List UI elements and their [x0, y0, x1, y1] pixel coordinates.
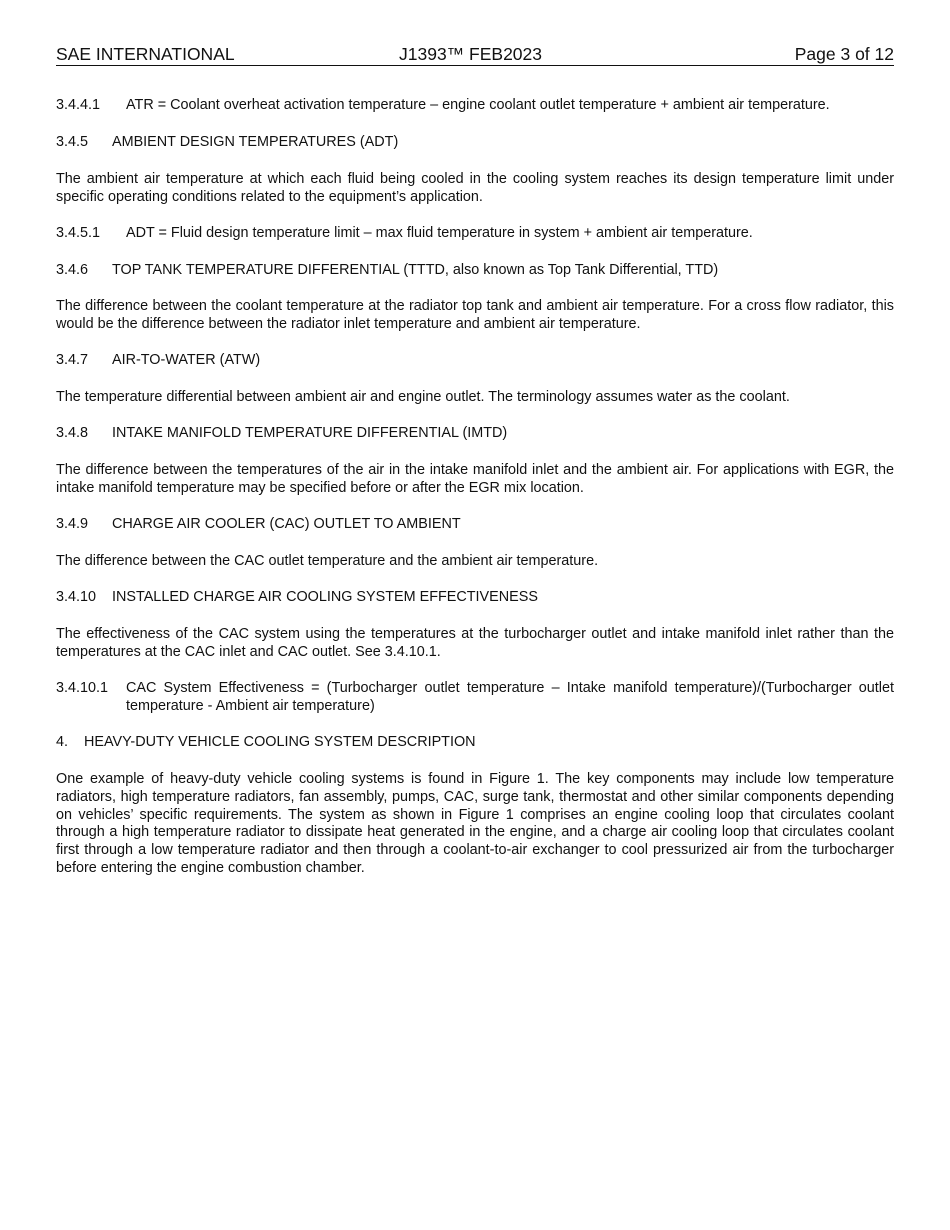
- section-number: 3.4.10: [56, 589, 97, 605]
- clause-number: 3.4.10.1: [56, 680, 109, 696]
- section-number: 3.4.7: [56, 352, 89, 368]
- clause-text: ADT = Fluid design temperature limit – max fluid temperature in system + ambient air temperature.: [126, 225, 753, 241]
- section-number: 3.4.6: [56, 262, 89, 278]
- section-title: AIR-TO-WATER (ATW): [112, 352, 261, 368]
- section-body-3-4-8: The difference between the temperatures of the air in the intake manifold inlet and the ambient air. For applications with EGR, the intake manifold temperature may be specified before or after the EGR mix location.: [56, 462, 894, 496]
- header-organization: SAE INTERNATIONAL: [56, 44, 235, 64]
- section-body-3-4-10: The effectiveness of the CAC system using the temperatures at the turbocharger outlet and intake manifold inlet rather than the temperatures at the CAC inlet and CAC outlet. See 3.4.10.1.: [56, 626, 894, 660]
- clause-3-4-5-1: [56, 225, 894, 243]
- clause-number: 3.4.5.1: [56, 225, 101, 241]
- section-number: 3.4.9: [56, 516, 89, 532]
- section-number: 3.4.5: [56, 134, 89, 150]
- clause-text: ATR = Coolant overheat activation temperature – engine coolant outlet temperature + ambient air temperature.: [126, 97, 830, 113]
- section-title: INTAKE MANIFOLD TEMPERATURE DIFFERENTIAL (IMTD): [112, 425, 508, 441]
- section-title: TOP TANK TEMPERATURE DIFFERENTIAL (TTTD, also known as Top Tank Differential, TTD): [112, 262, 719, 278]
- header-document-id: J1393™ FEB2023: [399, 44, 543, 64]
- section-number: 4.: [56, 734, 69, 750]
- section-body-4: One example of heavy-duty vehicle cooling systems is found in Figure 1. The key components may include low temperature radiators, high temperature radiators, fan assembly, pumps, CAC, surge tank, thermostat and other similar components depending on vehicles’ specific requirements. The system as shown in Figure 1 comprises an engine cooling loop that circulates coolant through a high temperature radiator to dissipate heat generated in the engine, and a charge air cooling loop that circulates coolant first through a low temperature radiator and then through a coolant-to-air exchanger to cool pressurized air from the turbocharger before entering the engine combustion chamber.: [56, 771, 894, 876]
- section-body-3-4-5: The ambient air temperature at which each fluid being cooled in the cooling system reaches its design temperature limit under specific operating conditions related to the equipment’s application.: [56, 171, 894, 205]
- page-header: [56, 44, 894, 66]
- section-title: AMBIENT DESIGN TEMPERATURES (ADT): [112, 134, 399, 150]
- section-number: 3.4.8: [56, 425, 89, 441]
- section-body-3-4-7: The temperature differential between ambient air and engine outlet. The terminology assumes water as the coolant.: [56, 389, 790, 405]
- header-page-number: Page 3 of 12: [794, 44, 894, 64]
- section-body-3-4-6: The difference between the coolant temperature at the radiator top tank and ambient air temperature. For a cross flow radiator, this would be the difference between the radiator inlet temperature and ambient air temperature.: [56, 298, 894, 332]
- clause-number: 3.4.4.1: [56, 97, 101, 113]
- clause-text: CAC System Effectiveness = (Turbocharger outlet temperature – Intake manifold temperature)/(Turbocharger outlet temperature - Ambient air temperature): [126, 680, 894, 714]
- clause-3-4-4-1: [56, 97, 894, 115]
- clause-3-4-10-1: [56, 680, 894, 716]
- section-title: HEAVY-DUTY VEHICLE COOLING SYSTEM DESCRIPTION: [84, 734, 476, 750]
- section-title: CHARGE AIR COOLER (CAC) OUTLET TO AMBIENT: [112, 516, 461, 532]
- section-body-3-4-9: The difference between the CAC outlet temperature and the ambient air temperature.: [56, 553, 599, 569]
- section-title: INSTALLED CHARGE AIR COOLING SYSTEM EFFECTIVENESS: [112, 589, 538, 605]
